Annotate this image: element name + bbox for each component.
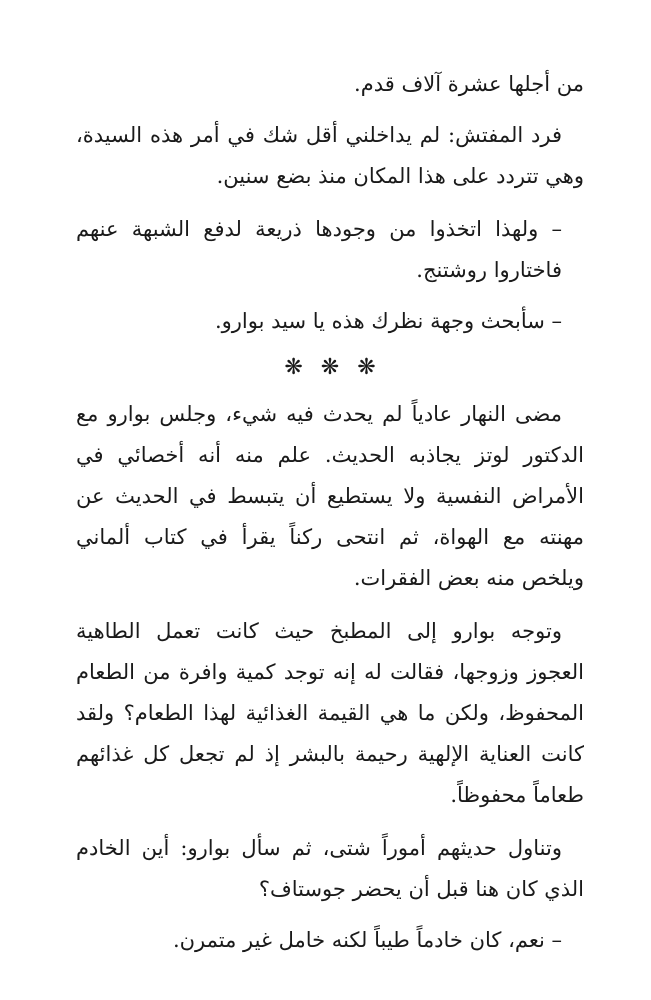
dialogue-line-3: – نعم، كان خادماً طيباً لكنه خامل غير متمرن. (172, 928, 562, 952)
dialogue-line-2: – سأبحث وجهة نظرك هذه يا سيد بوارو. (214, 309, 562, 333)
section-divider: ❋❋❋ (284, 355, 394, 380)
paragraph-5: وتناول حديثهم أموراً شتى، ثم سأل بوارو: أين الخادم الذي كان هنا قبل أن يحضر جوستاف؟ (76, 836, 584, 901)
book-page (76, 64, 584, 961)
paragraph-1: من أجلها عشرة آلاف قدم. (354, 72, 584, 96)
paragraph-2: فرد المفتش: لم يداخلني أقل شك في أمر هذه السيدة، وهي تتردد على هذا المكان منذ بضع سنين. (76, 123, 584, 188)
paragraph-3: مضى النهار عادياً لم يحدث فيه شيء، وجلس بوارو مع الدكتور لوتز يجاذبه الحديث. علم منه أنه أخصائي في الأمراض النفسية ولا يستطيع أن يتبسط في الحديث عن مهنته مع الهواة، ثم انتحى ركناً يقرأ في كتاب ألماني ويلخص منه بعض الفقرات. (76, 402, 584, 590)
dialogue-line-1: – ولهذا اتخذوا من وجودها ذريعة لدفع الشبهة عنهم فاختاروا روشتنج. (76, 217, 562, 282)
paragraph-4: وتوجه بوارو إلى المطبخ حيث كانت تعمل الطاهية العجوز وزوجها، فقالت له إنه توجد كمية وافرة من الطعام المحفوظ، ولكن ما هي القيمة الغذائية لهذا الطعام؟ ولقد كانت العناية الإلهية رحيمة بالبشر إذ لم تجعل كل غذائهم طعاماً محفوظاً. (76, 619, 584, 807)
